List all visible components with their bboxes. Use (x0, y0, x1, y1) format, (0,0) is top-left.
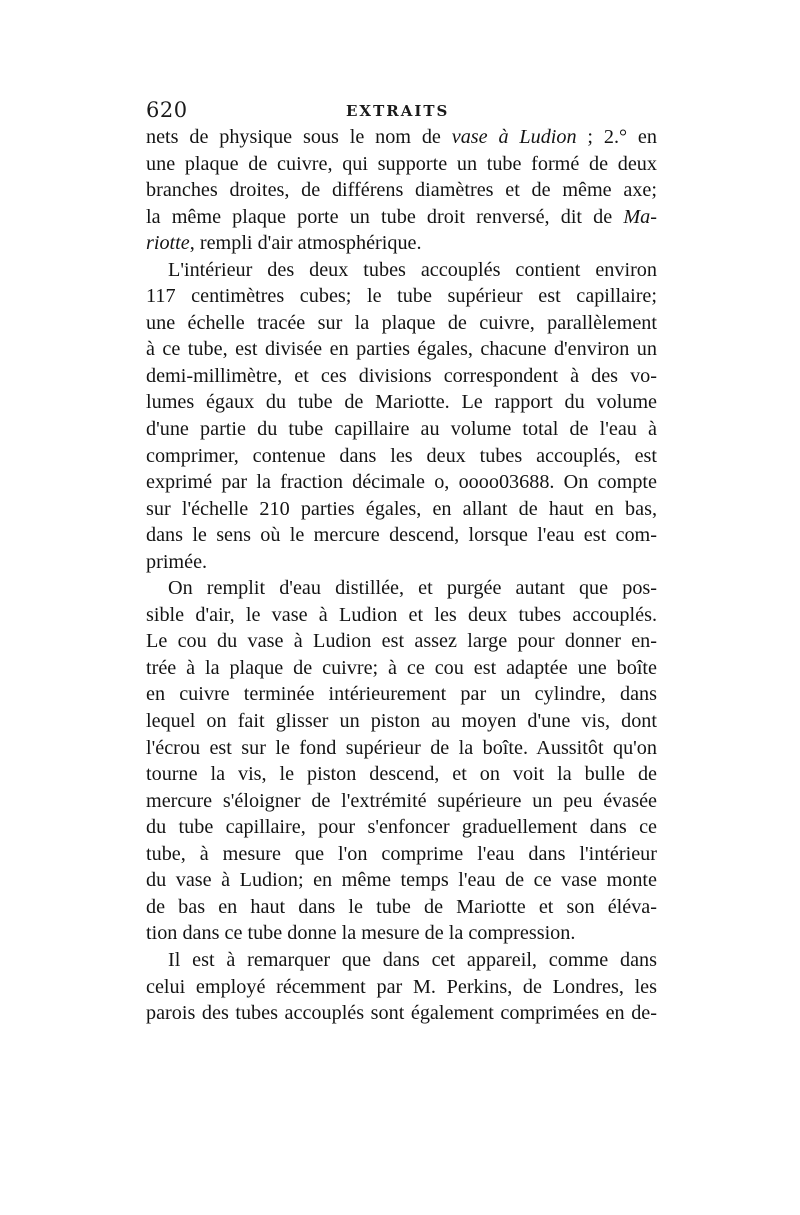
page-number: 620 (146, 98, 188, 122)
text-line (146, 602, 657, 629)
text-line-segment: exprimé par la fraction décimale o, oooo03688. On compte (146, 471, 657, 494)
running-title: EXTRAITS (346, 102, 450, 120)
text-line-segment: Le cou du vase à Ludion est assez large pour donner en- (146, 630, 657, 653)
text-line (146, 416, 657, 443)
text-line (146, 469, 657, 496)
text-line-segment: L'intérieur des deux tubes accouplés contient environ (168, 258, 657, 281)
body-text (146, 124, 657, 1027)
text-line-segment: On remplit d'eau distillée, et purgée autant que pos- (168, 577, 657, 600)
text-line-segment: tion dans ce tube donne la mesure de la compression. (146, 922, 576, 945)
text-line (146, 124, 657, 151)
text-line-tail: ; 2.° en (576, 126, 657, 148)
text-line (146, 947, 657, 974)
text-line (146, 522, 657, 549)
text-line (146, 310, 657, 337)
text-line-segment: lequel on fait glisser un piston au moyen d'une vis, dont (146, 710, 657, 733)
page-header (146, 98, 660, 124)
text-line (146, 708, 657, 735)
text-line (146, 814, 657, 841)
text-line-segment: une échelle tracée sur la plaque de cuivre, parallèlement (146, 311, 657, 334)
text-line-segment: la même plaque porte un tube droit renversé, dit de (146, 205, 624, 228)
text-line (146, 761, 657, 788)
text-line (146, 283, 657, 310)
text-line-segment: nets de physique sous le nom de (146, 126, 452, 148)
text-line (146, 496, 657, 523)
text-line (146, 363, 657, 390)
italic-term: riotte (146, 232, 190, 255)
text-line-segment: de bas en haut dans le tube de Mariotte et son éléva- (146, 895, 657, 918)
text-line (146, 230, 657, 257)
text-line-segment: à ce tube, est divisée en parties égales, chacune d'environ un (146, 338, 657, 361)
text-line-segment: lumes égaux du tube de Mariotte. Le rapport du volume (146, 391, 657, 414)
text-line (146, 841, 657, 868)
text-line-segment: celui employé récemment par M. Perkins, de Londres, les (146, 975, 657, 998)
text-line-segment: mercure s'éloigner de l'extrémité supérieure un peu évasée (146, 789, 657, 812)
text-line (146, 788, 657, 815)
text-line (146, 336, 657, 363)
text-line (146, 920, 657, 947)
text-line-segment: d'une partie du tube capillaire au volume total de l'eau à (146, 418, 657, 441)
text-line (146, 549, 657, 576)
text-line-tail: , rempli d'air atmosphérique. (189, 232, 422, 255)
text-line-segment: demi-millimètre, et ces divisions correspondent à des vo- (146, 364, 657, 387)
text-line-segment: sur l'échelle 210 parties égales, en allant de haut en bas, (146, 497, 657, 520)
text-line (146, 628, 657, 655)
text-line-segment: tube, à mesure que l'on comprime l'eau dans l'intérieur (146, 842, 657, 865)
text-line-segment: tourne la vis, le piston descend, et on voit la bulle de (146, 763, 657, 786)
text-line (146, 443, 657, 470)
text-line-segment: du tube capillaire, pour s'enfoncer graduellement dans ce (146, 816, 657, 839)
text-line-segment: Il est à remarquer que dans cet appareil, comme dans (168, 948, 657, 971)
text-line-segment: dans le sens où le mercure descend, lorsque l'eau est com- (146, 524, 657, 547)
text-line (146, 867, 657, 894)
italic-term: Ma- (623, 205, 657, 228)
text-line-segment: comprimer, contenue dans les deux tubes accouplés, est (146, 444, 657, 467)
text-line (146, 974, 657, 1001)
text-line (146, 1000, 657, 1027)
text-line (146, 177, 657, 204)
text-line (146, 575, 657, 602)
text-line-segment: branches droites, de différens diamètres et de même axe; (146, 179, 657, 202)
text-line-segment: 117 centimètres cubes; le tube supérieur est capillaire; (146, 285, 657, 308)
text-line-segment: sible d'air, le vase à Ludion et les deux tubes accouplés. (146, 603, 657, 626)
text-line (146, 204, 657, 231)
text-line-segment: du vase à Ludion; en même temps l'eau de ce vase monte (146, 869, 657, 892)
text-line (146, 257, 657, 284)
text-line (146, 389, 657, 416)
text-line-segment: une plaque de cuivre, qui supporte un tube formé de deux (146, 152, 657, 175)
italic-term: vase à Ludion (451, 126, 577, 148)
text-line (146, 151, 657, 178)
text-line-segment: l'écrou est sur le fond supérieur de la boîte. Aussitôt qu'on (146, 736, 657, 759)
text-line-segment: parois des tubes accouplés sont également comprimées en de- (146, 1002, 657, 1025)
text-line-segment: primée. (146, 550, 208, 573)
text-line (146, 894, 657, 921)
text-line-segment: trée à la plaque de cuivre; à ce cou est adaptée une boîte (146, 656, 657, 679)
text-line (146, 655, 657, 682)
text-line-segment: en cuivre terminée intérieurement par un cylindre, dans (146, 683, 657, 706)
text-line (146, 735, 657, 762)
text-line (146, 681, 657, 708)
